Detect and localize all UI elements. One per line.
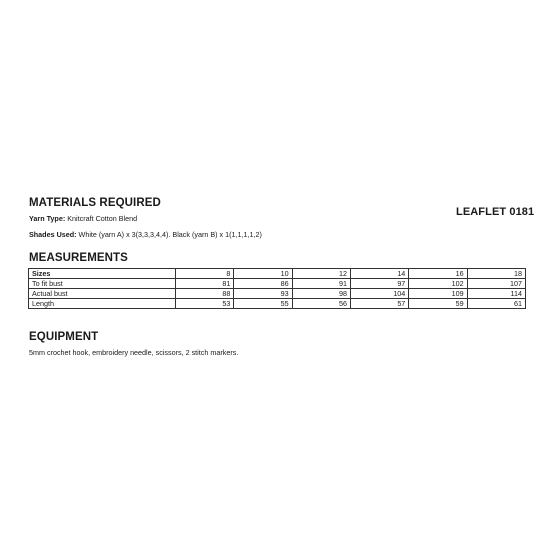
value-cell: 93	[234, 289, 292, 299]
measurements-heading: MEASUREMENTS	[29, 252, 128, 264]
header-label-cell: Sizes	[29, 269, 176, 279]
value-cell: 57	[350, 299, 408, 309]
measurements-table	[28, 268, 526, 309]
value-cell: 56	[292, 299, 350, 309]
yarn-type-value: Knitcraft Cotton Blend	[67, 214, 138, 223]
yarn-type-line	[29, 214, 137, 223]
value-cell: 59	[409, 299, 467, 309]
value-cell: 109	[409, 289, 467, 299]
value-cell: 104	[350, 289, 408, 299]
value-cell: 102	[409, 279, 467, 289]
row-label-cell: Actual bust	[29, 289, 176, 299]
yarn-type-label: Yarn Type:	[29, 214, 66, 223]
table-row	[29, 299, 526, 309]
value-cell: 86	[234, 279, 292, 289]
header-size-cell: 18	[467, 269, 525, 279]
value-cell: 91	[292, 279, 350, 289]
value-cell: 55	[234, 299, 292, 309]
value-cell: 97	[350, 279, 408, 289]
table-row	[29, 289, 526, 299]
table-header-row	[29, 269, 526, 279]
value-cell: 81	[176, 279, 234, 289]
header-size-cell: 14	[350, 269, 408, 279]
shades-label: Shades Used:	[29, 230, 77, 239]
table-row	[29, 279, 526, 289]
row-label-cell: Length	[29, 299, 176, 309]
value-cell: 88	[176, 289, 234, 299]
materials-heading: MATERIALS REQUIRED	[29, 197, 161, 209]
value-cell: 98	[292, 289, 350, 299]
equipment-text: 5mm crochet hook, embroidery needle, scissors, 2 stitch markers.	[29, 348, 239, 357]
leaflet-code: LEAFLET 0181	[456, 206, 535, 218]
equipment-heading: EQUIPMENT	[29, 331, 99, 343]
value-cell: 107	[467, 279, 525, 289]
value-cell: 53	[176, 299, 234, 309]
header-size-cell: 16	[409, 269, 467, 279]
header-size-cell: 12	[292, 269, 350, 279]
value-cell: 61	[467, 299, 525, 309]
header-size-cell: 10	[234, 269, 292, 279]
shades-value: White (yarn A) x 3(3,3,3,4,4). Black (yarn B) x 1(1,1,1,1,2)	[78, 230, 262, 239]
value-cell: 114	[467, 289, 525, 299]
shades-line	[29, 230, 262, 239]
header-size-cell: 8	[176, 269, 234, 279]
row-label-cell: To fit bust	[29, 279, 176, 289]
